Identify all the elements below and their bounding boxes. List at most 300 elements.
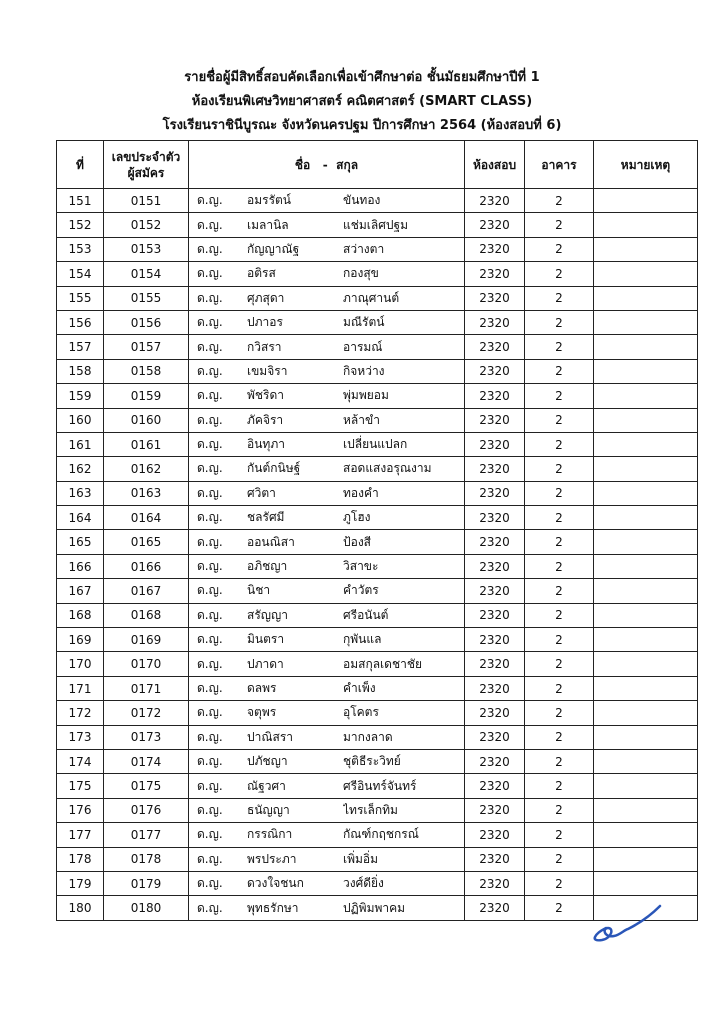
row-name [189, 262, 465, 286]
table-row [57, 798, 698, 822]
row-exam-room: 2320 [465, 579, 525, 603]
table-row [57, 506, 698, 530]
row-exam-room: 2320 [465, 774, 525, 798]
row-exam-room: 2320 [465, 335, 525, 359]
row-building: 2 [525, 847, 594, 871]
row-applicant-id: 0176 [104, 798, 189, 822]
row-remark [594, 701, 698, 725]
row-name-title: ด.ญ. [197, 461, 223, 476]
row-name-title: ด.ญ. [197, 193, 223, 208]
row-building: 2 [525, 286, 594, 310]
row-no: 156 [57, 310, 104, 334]
row-remark [594, 286, 698, 310]
row-name-title: ด.ญ. [197, 388, 223, 403]
row-remark [594, 506, 698, 530]
row-building: 2 [525, 676, 594, 700]
row-building: 2 [525, 701, 594, 725]
row-last-name: ปฏิพิมพาคม [343, 900, 406, 915]
row-first-name: ปภาดา [247, 656, 284, 671]
row-applicant-id: 0170 [104, 652, 189, 676]
row-no: 178 [57, 847, 104, 871]
row-first-name: สรัญญา [247, 607, 288, 622]
row-name-title: ด.ญ. [197, 217, 223, 232]
row-applicant-id: 0169 [104, 628, 189, 652]
row-no: 158 [57, 359, 104, 383]
row-last-name: ขันทอง [343, 193, 381, 208]
row-remark [594, 359, 698, 383]
row-last-name: วิสาขะ [343, 559, 379, 574]
row-last-name: เปลี่ยนแปลก [343, 437, 408, 452]
row-last-name: อารมณ์ [343, 339, 383, 354]
row-remark [594, 823, 698, 847]
row-building: 2 [525, 262, 594, 286]
row-name-title: ด.ญ. [197, 705, 223, 720]
table-row [57, 359, 698, 383]
row-exam-room: 2320 [465, 384, 525, 408]
row-first-name: ปาณิสรา [247, 729, 293, 744]
row-building: 2 [525, 457, 594, 481]
row-name [189, 384, 465, 408]
row-building: 2 [525, 554, 594, 578]
row-applicant-id: 0153 [104, 237, 189, 261]
row-last-name: วงศ์ดียิ่ง [343, 876, 384, 891]
row-name [189, 701, 465, 725]
row-building: 2 [525, 481, 594, 505]
row-applicant-id: 0164 [104, 506, 189, 530]
row-name-title: ด.ญ. [197, 632, 223, 647]
row-name [189, 481, 465, 505]
row-first-name: เมลานิล [247, 217, 289, 232]
row-name-title: ด.ญ. [197, 729, 223, 744]
row-no: 153 [57, 237, 104, 261]
row-no: 163 [57, 481, 104, 505]
row-first-name: พรประภา [247, 851, 297, 866]
row-no: 173 [57, 725, 104, 749]
col-header-no: ที่ [57, 141, 104, 189]
row-last-name: กุพันแล [343, 632, 382, 647]
row-remark [594, 408, 698, 432]
row-building: 2 [525, 189, 594, 213]
row-applicant-id: 0180 [104, 896, 189, 920]
row-building: 2 [525, 896, 594, 920]
row-remark [594, 530, 698, 554]
row-exam-room: 2320 [465, 310, 525, 334]
row-applicant-id: 0179 [104, 871, 189, 895]
row-building: 2 [525, 335, 594, 359]
row-building: 2 [525, 237, 594, 261]
row-first-name: ปภาอร [247, 315, 283, 330]
row-no: 166 [57, 554, 104, 578]
row-remark [594, 432, 698, 456]
table-row [57, 530, 698, 554]
row-applicant-id: 0162 [104, 457, 189, 481]
row-applicant-id: 0151 [104, 189, 189, 213]
row-name-title: ด.ญ. [197, 510, 223, 525]
row-first-name: ศวิตา [247, 485, 276, 500]
row-name [189, 530, 465, 554]
row-name [189, 432, 465, 456]
row-name [189, 408, 465, 432]
row-name-title: ด.ญ. [197, 437, 223, 452]
row-applicant-id: 0163 [104, 481, 189, 505]
row-exam-room: 2320 [465, 432, 525, 456]
row-first-name: ออนณิสา [247, 534, 295, 549]
row-first-name: นิชา [247, 583, 271, 598]
candidate-table [56, 140, 698, 921]
row-last-name: หล้าขำ [343, 412, 380, 427]
row-no: 154 [57, 262, 104, 286]
row-name [189, 335, 465, 359]
row-exam-room: 2320 [465, 530, 525, 554]
col-header-name: ชื่อ - สกุล [189, 141, 465, 189]
row-exam-room: 2320 [465, 359, 525, 383]
row-name [189, 554, 465, 578]
table-row [57, 652, 698, 676]
row-name [189, 213, 465, 237]
row-name-title: ด.ญ. [197, 754, 223, 769]
row-last-name: อมสกุลเดชาชัย [343, 656, 423, 671]
row-name-title: ด.ญ. [197, 266, 223, 281]
row-name-title: ด.ญ. [197, 900, 223, 915]
row-remark [594, 847, 698, 871]
row-name [189, 310, 465, 334]
row-first-name: กันต์กนิษฐ์ [247, 461, 301, 476]
row-name [189, 189, 465, 213]
table-row [57, 628, 698, 652]
row-building: 2 [525, 530, 594, 554]
row-no: 179 [57, 871, 104, 895]
row-exam-room: 2320 [465, 652, 525, 676]
col-header-room: ห้องสอบ [465, 141, 525, 189]
row-remark [594, 457, 698, 481]
row-first-name: ณัฐวศา [247, 778, 286, 793]
table-row [57, 774, 698, 798]
table-row [57, 871, 698, 895]
row-remark [594, 262, 698, 286]
row-name-title: ด.ญ. [197, 241, 223, 256]
row-building: 2 [525, 310, 594, 334]
row-name [189, 676, 465, 700]
col-header-id-line2: ผู้สมัคร [127, 165, 165, 180]
row-exam-room: 2320 [465, 725, 525, 749]
col-header-id-line1: เลขประจำตัว [111, 149, 181, 164]
row-no: 171 [57, 676, 104, 700]
row-last-name: เพิ่มอิ่ม [343, 851, 379, 866]
row-last-name: ชุติธีระวิทย์ [343, 754, 401, 769]
row-name-title: ด.ญ. [197, 802, 223, 817]
table-row [57, 262, 698, 286]
row-name-title: ด.ญ. [197, 559, 223, 574]
row-name [189, 286, 465, 310]
row-building: 2 [525, 432, 594, 456]
table-row [57, 408, 698, 432]
row-last-name: มากงลาด [343, 729, 393, 744]
row-no: 177 [57, 823, 104, 847]
row-remark [594, 725, 698, 749]
row-building: 2 [525, 408, 594, 432]
row-applicant-id: 0167 [104, 579, 189, 603]
row-no: 152 [57, 213, 104, 237]
row-remark [594, 603, 698, 627]
row-exam-room: 2320 [465, 408, 525, 432]
row-no: 157 [57, 335, 104, 359]
row-building: 2 [525, 384, 594, 408]
row-last-name: แช่มเลิศปฐม [343, 217, 409, 232]
row-exam-room: 2320 [465, 457, 525, 481]
row-name [189, 628, 465, 652]
row-exam-room: 2320 [465, 286, 525, 310]
row-first-name: กวิสรา [247, 339, 282, 354]
row-no: 174 [57, 749, 104, 773]
row-remark [594, 652, 698, 676]
row-first-name: ภัคจิรา [247, 412, 284, 427]
col-header-building: อาคาร [525, 141, 594, 189]
table-row [57, 676, 698, 700]
row-name-title: ด.ญ. [197, 656, 223, 671]
row-exam-room: 2320 [465, 481, 525, 505]
table-row [57, 725, 698, 749]
row-exam-room: 2320 [465, 701, 525, 725]
row-applicant-id: 0155 [104, 286, 189, 310]
row-no: 151 [57, 189, 104, 213]
row-building: 2 [525, 359, 594, 383]
row-first-name: ศุภสุดา [247, 290, 285, 305]
row-first-name: พัชริดา [247, 388, 285, 403]
row-name [189, 871, 465, 895]
row-last-name: ภูโฮง [343, 510, 371, 525]
row-last-name: มณีรัตน์ [343, 315, 385, 330]
row-exam-room: 2320 [465, 847, 525, 871]
row-building: 2 [525, 603, 594, 627]
row-applicant-id: 0159 [104, 384, 189, 408]
table-row [57, 189, 698, 213]
row-building: 2 [525, 213, 594, 237]
header-title: รายชื่อผู้มีสิทธิ์สอบคัดเลือกเพื่อเข้าศึกษาต่อ ชั้นมัธยมศึกษาปีที่ 1 [184, 70, 540, 85]
row-exam-room: 2320 [465, 554, 525, 578]
row-no: 169 [57, 628, 104, 652]
row-last-name: คำวัตร [343, 583, 379, 598]
table-row [57, 847, 698, 871]
row-applicant-id: 0161 [104, 432, 189, 456]
row-applicant-id: 0156 [104, 310, 189, 334]
table-row [57, 432, 698, 456]
row-exam-room: 2320 [465, 189, 525, 213]
row-applicant-id: 0157 [104, 335, 189, 359]
row-exam-room: 2320 [465, 749, 525, 773]
row-last-name: ไทรเล็กทิม [343, 802, 398, 817]
row-last-name: คำเพ็ง [343, 681, 376, 695]
row-building: 2 [525, 749, 594, 773]
row-remark [594, 335, 698, 359]
row-applicant-id: 0160 [104, 408, 189, 432]
table-row [57, 701, 698, 725]
row-no: 160 [57, 408, 104, 432]
row-remark [594, 554, 698, 578]
row-name-title: ด.ญ. [197, 876, 223, 891]
row-first-name: อติรส [247, 266, 276, 281]
row-applicant-id: 0165 [104, 530, 189, 554]
row-applicant-id: 0178 [104, 847, 189, 871]
row-remark [594, 871, 698, 895]
table-row [57, 384, 698, 408]
row-exam-room: 2320 [465, 823, 525, 847]
table-header-row [57, 141, 698, 189]
row-building: 2 [525, 506, 594, 530]
row-name-title: ด.ญ. [197, 363, 223, 378]
row-remark [594, 384, 698, 408]
row-name-title: ด.ญ. [197, 851, 223, 866]
row-remark [594, 213, 698, 237]
row-applicant-id: 0158 [104, 359, 189, 383]
row-name [189, 823, 465, 847]
table-row [57, 286, 698, 310]
row-first-name: กรรณิกา [247, 827, 293, 842]
row-remark [594, 676, 698, 700]
row-no: 161 [57, 432, 104, 456]
row-no: 164 [57, 506, 104, 530]
table-row [57, 481, 698, 505]
table-row [57, 457, 698, 481]
row-last-name: กิจหว่าง [343, 363, 385, 378]
row-exam-room: 2320 [465, 262, 525, 286]
document-header [0, 66, 724, 138]
row-exam-room: 2320 [465, 628, 525, 652]
row-first-name: ปภัชญา [247, 754, 288, 769]
row-exam-room: 2320 [465, 506, 525, 530]
row-applicant-id: 0173 [104, 725, 189, 749]
row-applicant-id: 0172 [104, 701, 189, 725]
row-name [189, 237, 465, 261]
table-row [57, 579, 698, 603]
row-name-title: ด.ญ. [197, 315, 223, 330]
row-first-name: ธนัญญา [247, 802, 290, 817]
row-first-name: อินทุภา [247, 437, 285, 452]
row-name-title: ด.ญ. [197, 412, 223, 427]
row-remark [594, 310, 698, 334]
col-header-remark: หมายเหตุ [594, 141, 698, 189]
row-no: 176 [57, 798, 104, 822]
row-first-name: อมรรัตน์ [247, 193, 292, 208]
row-applicant-id: 0168 [104, 603, 189, 627]
row-name [189, 579, 465, 603]
row-no: 162 [57, 457, 104, 481]
row-applicant-id: 0152 [104, 213, 189, 237]
row-remark [594, 798, 698, 822]
row-exam-room: 2320 [465, 603, 525, 627]
row-building: 2 [525, 579, 594, 603]
row-remark [594, 237, 698, 261]
row-remark [594, 481, 698, 505]
row-building: 2 [525, 774, 594, 798]
row-last-name: กองสุข [343, 266, 379, 281]
row-name-title: ด.ญ. [197, 485, 223, 500]
row-name-title: ด.ญ. [197, 290, 223, 305]
row-first-name: เขมจิรา [247, 363, 288, 378]
table-row [57, 335, 698, 359]
row-first-name: ดวงใจชนก [247, 876, 304, 891]
row-no: 170 [57, 652, 104, 676]
row-applicant-id: 0166 [104, 554, 189, 578]
row-last-name: อุโคตร [343, 705, 379, 720]
row-last-name: ป้องสี [343, 534, 372, 549]
row-no: 167 [57, 579, 104, 603]
row-first-name: กัญญาณัฐ [247, 241, 300, 256]
row-applicant-id: 0175 [104, 774, 189, 798]
row-building: 2 [525, 823, 594, 847]
row-first-name: ชลรัศมี [247, 510, 285, 525]
row-name-title: ด.ญ. [197, 607, 223, 622]
row-last-name: สว่างตา [343, 241, 385, 256]
row-last-name: ศรีอินทร์จันทร์ [343, 778, 417, 793]
row-name [189, 847, 465, 871]
row-exam-room: 2320 [465, 237, 525, 261]
row-applicant-id: 0171 [104, 676, 189, 700]
table-row [57, 749, 698, 773]
row-exam-room: 2320 [465, 871, 525, 895]
row-exam-room: 2320 [465, 213, 525, 237]
row-building: 2 [525, 628, 594, 652]
row-remark [594, 774, 698, 798]
row-name-title: ด.ญ. [197, 827, 223, 842]
row-last-name: กัณฑ์กฤชกรณ์ [343, 827, 419, 842]
row-first-name: มินตรา [247, 632, 285, 647]
row-name-title: ด.ญ. [197, 339, 223, 354]
header-program: ห้องเรียนพิเศษวิทยาศาสตร์ คณิตศาสตร์ (SMART CLASS) [191, 94, 533, 109]
signature-mark [584, 898, 664, 946]
row-building: 2 [525, 652, 594, 676]
row-last-name: ภาณุศานต์ [343, 290, 400, 305]
row-last-name: ศรีอนันต์ [343, 607, 389, 622]
row-exam-room: 2320 [465, 798, 525, 822]
row-name [189, 603, 465, 627]
table-row [57, 213, 698, 237]
row-building: 2 [525, 725, 594, 749]
row-exam-room: 2320 [465, 676, 525, 700]
row-name [189, 896, 465, 920]
row-name [189, 798, 465, 822]
col-header-applicant-id [104, 141, 189, 189]
row-name [189, 652, 465, 676]
row-no: 180 [57, 896, 104, 920]
row-first-name: ดลพร [247, 681, 277, 695]
row-name [189, 749, 465, 773]
row-applicant-id: 0177 [104, 823, 189, 847]
row-remark [594, 749, 698, 773]
table-row [57, 603, 698, 627]
row-applicant-id: 0154 [104, 262, 189, 286]
row-first-name: อภิชญา [247, 559, 288, 574]
row-no: 155 [57, 286, 104, 310]
row-no: 172 [57, 701, 104, 725]
row-name [189, 457, 465, 481]
row-last-name: พุ่มพยอม [343, 388, 389, 403]
row-name [189, 774, 465, 798]
row-name [189, 506, 465, 530]
row-first-name: พุทธรักษา [247, 900, 299, 915]
row-name-title: ด.ญ. [197, 681, 223, 695]
row-remark [594, 189, 698, 213]
table-row [57, 237, 698, 261]
row-building: 2 [525, 871, 594, 895]
row-building: 2 [525, 798, 594, 822]
row-last-name: สอดแสงอรุณงาม [343, 461, 432, 476]
row-name-title: ด.ญ. [197, 583, 223, 598]
header-school: โรงเรียนราชินีบูรณะ จังหวัดนครปฐม ปีการศึกษา 2564 (ห้องสอบที่ 6) [162, 118, 562, 133]
row-exam-room: 2320 [465, 896, 525, 920]
row-remark [594, 628, 698, 652]
row-remark [594, 579, 698, 603]
row-name-title: ด.ญ. [197, 778, 223, 793]
